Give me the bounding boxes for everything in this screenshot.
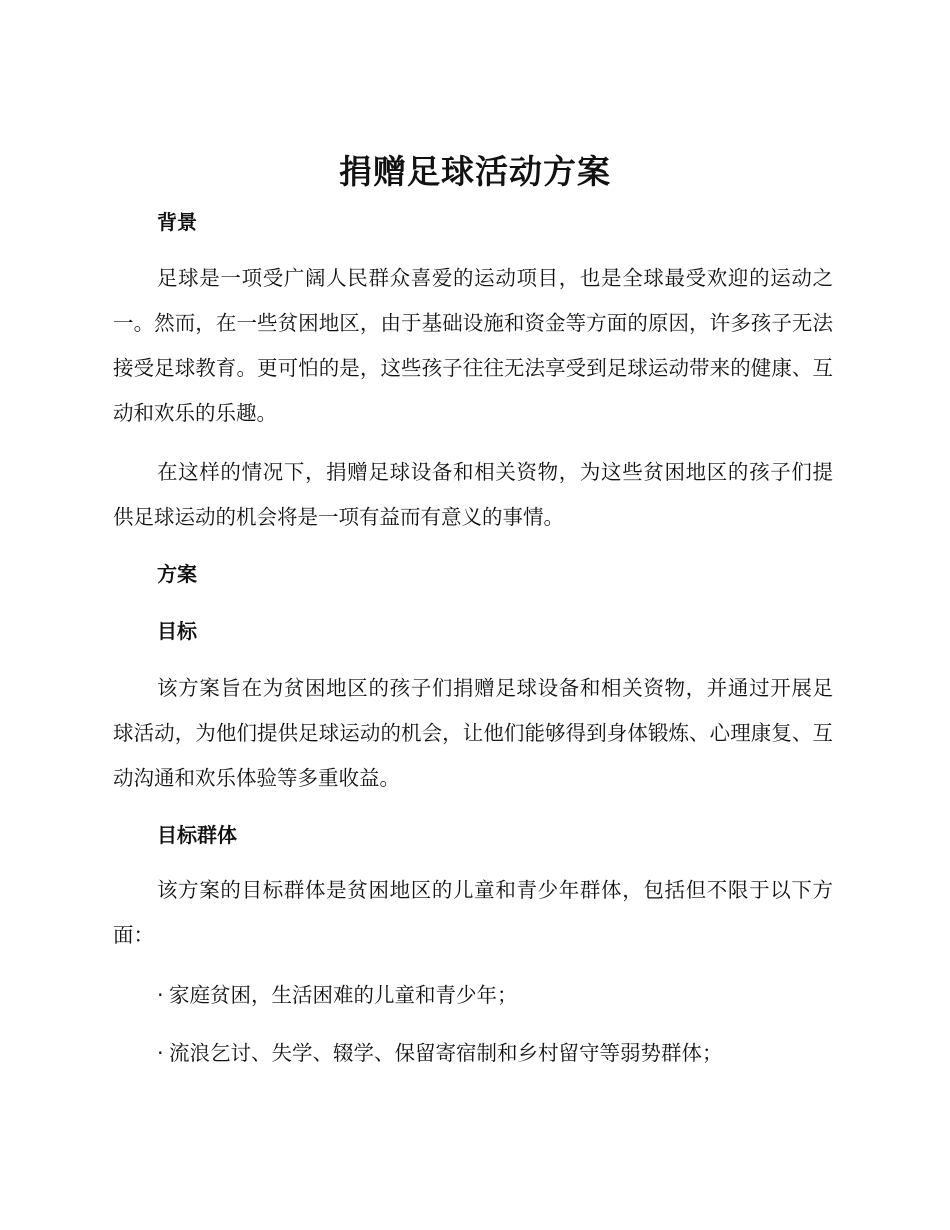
paragraph-background-1: 足球是一项受广阔人民群众喜爱的运动项目，也是全球最受欢迎的运动之一。然而，在一些贫困地区，由于基础设施和资金等方面的原因，许多孩子无法接受足球教育。更可怕的是，这些孩子往往无法享受到足球运动带来的健康、互动和欢乐的乐趣。 (113, 266, 833, 425)
section-heading-background: 背景 (157, 210, 197, 234)
list-item (157, 1038, 837, 1068)
bullet-marker-icon: · (157, 1041, 164, 1065)
paragraph-target-1: 该方案的目标群体是贫困地区的儿童和青少年群体，包括但不限于以下方面： (113, 878, 833, 947)
section-heading-plan: 方案 (157, 562, 197, 586)
paragraph-background-2: 在这样的情况下，捐赠足球设备和相关资物，为这些贫困地区的孩子们提供足球运动的机会将是一项有益而有意义的事情。 (113, 460, 833, 529)
document-title: 捐赠足球活动方案 (339, 152, 611, 191)
section-heading-target: 目标群体 (157, 823, 237, 847)
bullet-marker-icon: · (157, 983, 164, 1007)
list-item-text: 家庭贫困，生活困难的儿童和青少年； (169, 983, 518, 1007)
list-item-text: 流浪乞讨、失学、辍学、保留寄宿制和乡村留守等弱势群体； (169, 1041, 723, 1065)
list-item (157, 980, 837, 1010)
section-heading-goal: 目标 (157, 619, 197, 643)
paragraph-goal-1: 该方案旨在为贫困地区的孩子们捐赠足球设备和相关资物，并通过开展足球活动，为他们提供足球运动的机会，让他们能够得到身体锻炼、心理康复、互动沟通和欢乐体验等多重收益。 (113, 676, 833, 790)
